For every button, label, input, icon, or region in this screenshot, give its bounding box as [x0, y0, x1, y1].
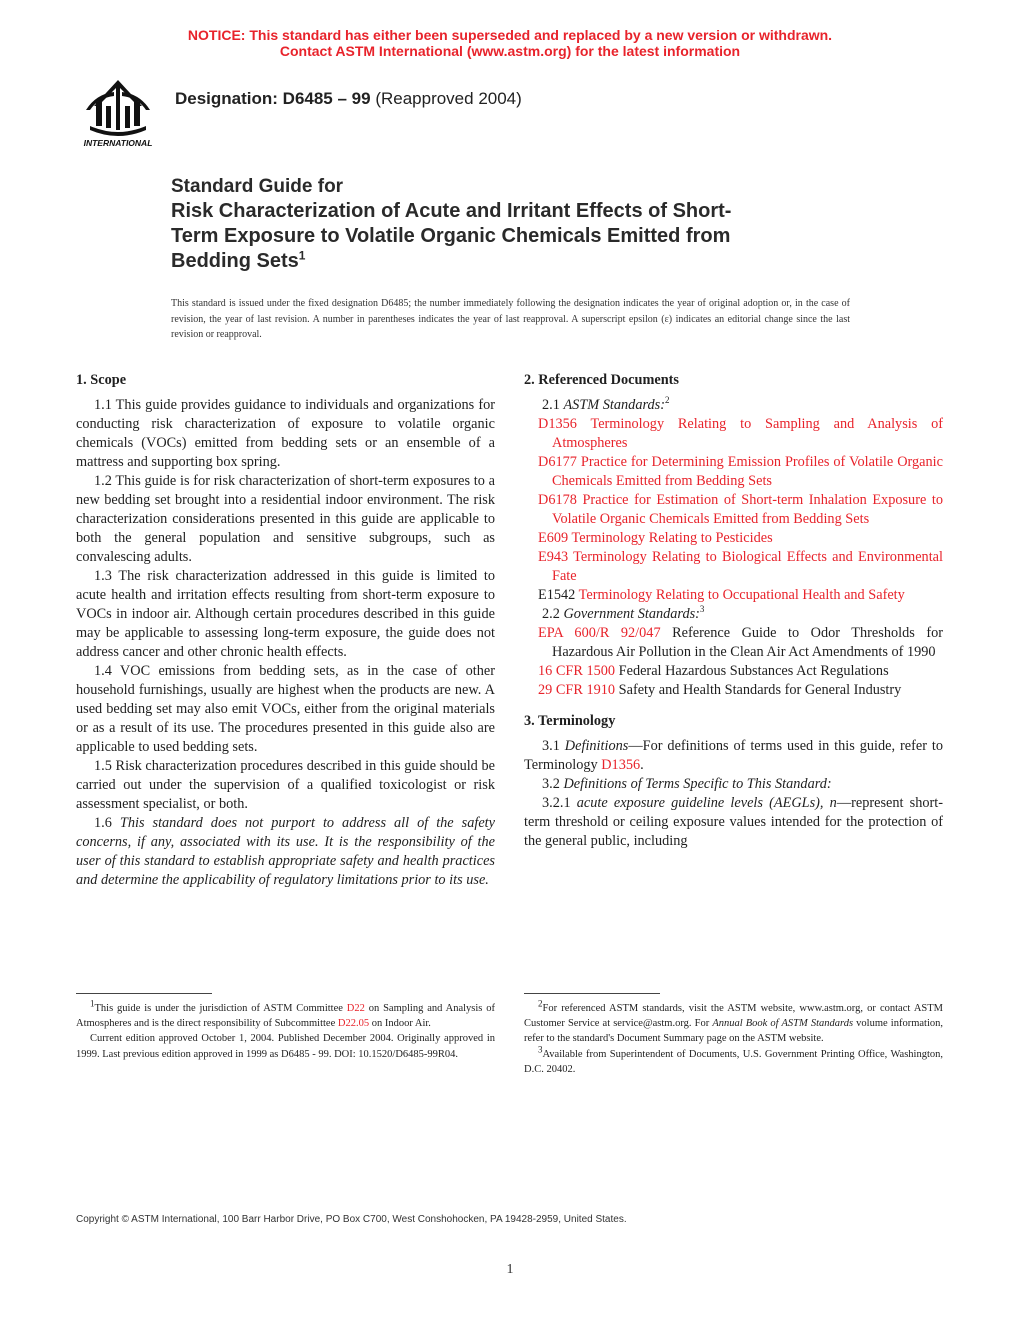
- reference-code-link[interactable]: 16 CFR 1500: [538, 663, 616, 679]
- reference-title-link[interactable]: Terminology Relating to Sampling and Analysis of Atmospheres: [552, 416, 943, 451]
- withdrawal-notice: [0, 27, 1020, 59]
- footnote-2: [524, 998, 943, 1047]
- footnote-2-mark: 2: [538, 998, 543, 1009]
- footnote-2-text-b: volume information, refer to the standard's Document Summary page on the ASTM website.: [524, 1018, 943, 1045]
- footnote-1: [76, 998, 495, 1031]
- footnote-rule-right: [524, 993, 660, 994]
- astm-standards-number: 2.1: [542, 397, 560, 413]
- reference-title-link[interactable]: Terminology Relating to Occupational Health and Safety: [578, 587, 905, 603]
- footnote-3: [524, 1044, 943, 1077]
- reference-e943[interactable]: [524, 548, 943, 586]
- title-footnote-mark: 1: [298, 248, 306, 263]
- paragraph-1-6: [76, 814, 495, 890]
- copyright-notice: Copyright © ASTM International, 100 Barr Harbor Drive, PO Box C700, West Conshohocken, PA 19428-2959, United States.: [76, 1214, 627, 1225]
- reference-title-link[interactable]: Terminology Relating to Pesticides: [571, 530, 773, 546]
- reference-title-link[interactable]: Practice for Estimation of Short-term Inhalation Exposure to Volatile Organic Chemicals Emitted from Bedding Sets: [552, 492, 943, 527]
- footnote-1-text-c: on Indoor Air.: [369, 1018, 431, 1030]
- designation-reapproved: (Reapproved 2004): [375, 89, 522, 108]
- document-title: [171, 175, 861, 274]
- title-line-1: Standard Guide for: [171, 176, 344, 197]
- paragraph-3-1: [524, 737, 943, 775]
- paragraph-1-3: 1.3 The risk characterization addressed in this guide is limited to acute health and irritation effects resulting from short-term exposure to VOCs in indoor air. Although certain procedures described in this guide may be applicable to assessing long-term exposure, the guide does not address cancer and other chronic health effects.: [76, 568, 495, 660]
- government-standards-number: 2.2: [542, 606, 560, 622]
- paragraph-1-5: 1.5 Risk characterization procedures described in this guide should be carried out under the supervision of a qualified toxicologist or risk assessment specialist, or both.: [76, 758, 495, 812]
- government-standards-footnote-mark: 3: [699, 604, 705, 615]
- reference-title-link[interactable]: Terminology Relating to Biological Effects and Environmental Fate: [552, 549, 943, 584]
- footnote-2-book-title: Annual Book of ASTM Standards: [712, 1018, 854, 1030]
- title-line-4: Bedding Sets: [171, 250, 299, 272]
- astm-standards-label: [524, 396, 943, 415]
- reference-e609[interactable]: [524, 529, 943, 548]
- paragraph-3-2: [524, 775, 943, 794]
- paragraph-3-2-1-number: 3.2.1: [542, 795, 571, 811]
- paragraph-3-1-label: Definitions: [564, 738, 629, 754]
- reference-epa-600[interactable]: [524, 624, 943, 662]
- reference-d6177[interactable]: [524, 453, 943, 491]
- footnote-3-text: Available from Superintendent of Documents, U.S. Government Printing Office, Washington, D.C. 20402.: [524, 1048, 943, 1075]
- reference-code-link[interactable]: D6177: [538, 454, 577, 470]
- title-line-2: Risk Characterization of Acute and Irritant Effects of Short-: [171, 200, 732, 222]
- notice-line-2: Contact ASTM International (www.astm.org) for the latest information: [279, 43, 741, 59]
- designation: [175, 89, 522, 109]
- paragraph-1-6-number: 1.6: [94, 815, 112, 831]
- footnotes-left: [76, 998, 495, 1062]
- paragraph-3-2-1-term: acute exposure guideline levels (AEGLs), n: [576, 795, 837, 811]
- astm-standards-title: ASTM Standards:: [563, 397, 665, 413]
- title-line-3: Term Exposure to Volatile Organic Chemicals Emitted from: [171, 225, 731, 247]
- footnote-1-edition: Current edition approved October 1, 2004. Published December 2004. Originally approved in 1999. Last previous edition approved in 1999 as D6485 - 99. DOI: 10.1520/D6485-99R04.: [76, 1033, 495, 1060]
- footnote-1-mark: 1: [90, 998, 95, 1009]
- paragraph-3-1-end: .: [640, 757, 644, 773]
- astm-standards-footnote-mark: 2: [665, 395, 670, 406]
- logo-wordmark: INTERNATIONAL: [83, 138, 153, 148]
- paragraph-1-6-text: This standard does not purport to address all of the safety concerns, if any, associated with its use. It is the responsibility of the user of this standard to establish appropriate safety and health practices and determine the applicability of regulatory limitations prior to its use.: [76, 815, 495, 888]
- reference-16-cfr-1500[interactable]: [524, 662, 943, 681]
- subcommittee-d22-05-link[interactable]: D22.05: [337, 1018, 370, 1030]
- reference-code-link[interactable]: D6178: [538, 492, 577, 508]
- committee-d22-link[interactable]: D22: [346, 1003, 365, 1014]
- astm-logo-icon: [76, 76, 160, 148]
- reference-code-link[interactable]: EPA 600/R 92/047: [538, 625, 661, 641]
- reference-title-link[interactable]: Practice for Determining Emission Profiles of Volatile Organic Chemicals Emitted from Bedding Sets: [552, 454, 943, 489]
- paragraph-3-2-number: 3.2: [542, 776, 560, 792]
- section-heading-scope: 1. Scope: [76, 372, 127, 388]
- footnote-3-mark: 3: [538, 1044, 543, 1055]
- reference-code-link[interactable]: E609: [538, 530, 569, 546]
- notice-line-1: NOTICE: This standard has either been superseded and replaced by a new version or withdrawn.: [187, 27, 833, 43]
- government-standards-label: [524, 605, 943, 624]
- paragraph-1-2: 1.2 This guide is for risk characterization of short-term exposures to a new bedding set brought into a residential indoor environment. The risk characterization considerations presented in this guide are applicable to both the general population and sensitive subgroups, such as convalescing adults.: [76, 473, 495, 565]
- paragraph-3-2-1-text: —represent short-term threshold or ceiling exposure values intended for the protection of the general public, including: [524, 795, 943, 849]
- footnote-rule-left: [76, 993, 212, 994]
- paragraph-1-4: 1.4 VOC emissions from bedding sets, as in the case of other household furnishings, usually are highest when the products are new. A used bedding set may also emit VOCs, either from the original materials or as a result of its use. The procedures presented in this guide also are applicable to used bedding sets.: [76, 663, 495, 755]
- paragraph-3-1-number: 3.1: [542, 738, 560, 754]
- section-heading-referenced-documents: 2. Referenced Documents: [524, 372, 679, 388]
- paragraph-1-1: 1.1 This guide provides guidance to individuals and organizations for conducting risk characterization of exposure to volatile organic chemicals (VOCs) emitted from bedding sets or an ensemble of a mattress and supporting box spring.: [76, 397, 495, 470]
- issued-note: This standard is issued under the fixed designation D6485; the number immediately following the designation indicates the year of original adoption or, in the case of revision, the year of last revision. A number in parentheses indicates the year of last reapproval. A superscript epsilon (ε) indicates an editorial change since the last revision or reapproval.: [171, 298, 850, 340]
- government-standards-title: Government Standards:: [563, 606, 700, 622]
- reference-code: E1542: [538, 587, 576, 603]
- footnotes-right: [524, 998, 943, 1077]
- right-column: [524, 371, 943, 851]
- reference-title: Safety and Health Standards for General Industry: [618, 682, 902, 698]
- reference-title: Federal Hazardous Substances Act Regulations: [618, 663, 889, 679]
- paragraph-3-2-label: Definitions of Terms Specific to This Standard:: [563, 776, 832, 792]
- left-column: [76, 371, 495, 890]
- reference-d6178[interactable]: [524, 491, 943, 529]
- page-number: 1: [506, 1262, 514, 1277]
- footnote-1-text-a: This guide is under the jurisdiction of ASTM Committee: [94, 1003, 347, 1014]
- reference-d1356[interactable]: [524, 415, 943, 453]
- reference-e1542[interactable]: [524, 586, 943, 605]
- reference-29-cfr-1910[interactable]: [524, 681, 943, 700]
- footnote-1-text-b: on Sampling and Analysis of Atmospheres and is the direct responsibility of Subcommittee: [76, 1003, 495, 1030]
- paragraph-3-1-text: —For definitions of terms used in this guide, refer to Terminology: [524, 738, 943, 773]
- footnote-2-text-a: For referenced ASTM standards, visit the ASTM website, www.astm.org, or contact ASTM Customer Service at service@astm.org. For: [524, 1003, 943, 1030]
- reference-code-link[interactable]: 29 CFR 1910: [538, 682, 616, 698]
- paragraph-3-2-1: [524, 794, 943, 851]
- astm-logo: [76, 76, 160, 148]
- designation-label: Designation: D6485 – 99: [175, 89, 371, 108]
- reference-title: Reference Guide to Odor Thresholds for Hazardous Air Pollution in the Clean Air Act Amendments of 1990: [552, 625, 943, 660]
- reference-code-link[interactable]: D1356: [538, 416, 577, 432]
- terminology-d1356-link[interactable]: D1356: [601, 757, 641, 773]
- section-heading-terminology: 3. Terminology: [524, 713, 616, 729]
- reference-code-link[interactable]: E943: [538, 549, 569, 565]
